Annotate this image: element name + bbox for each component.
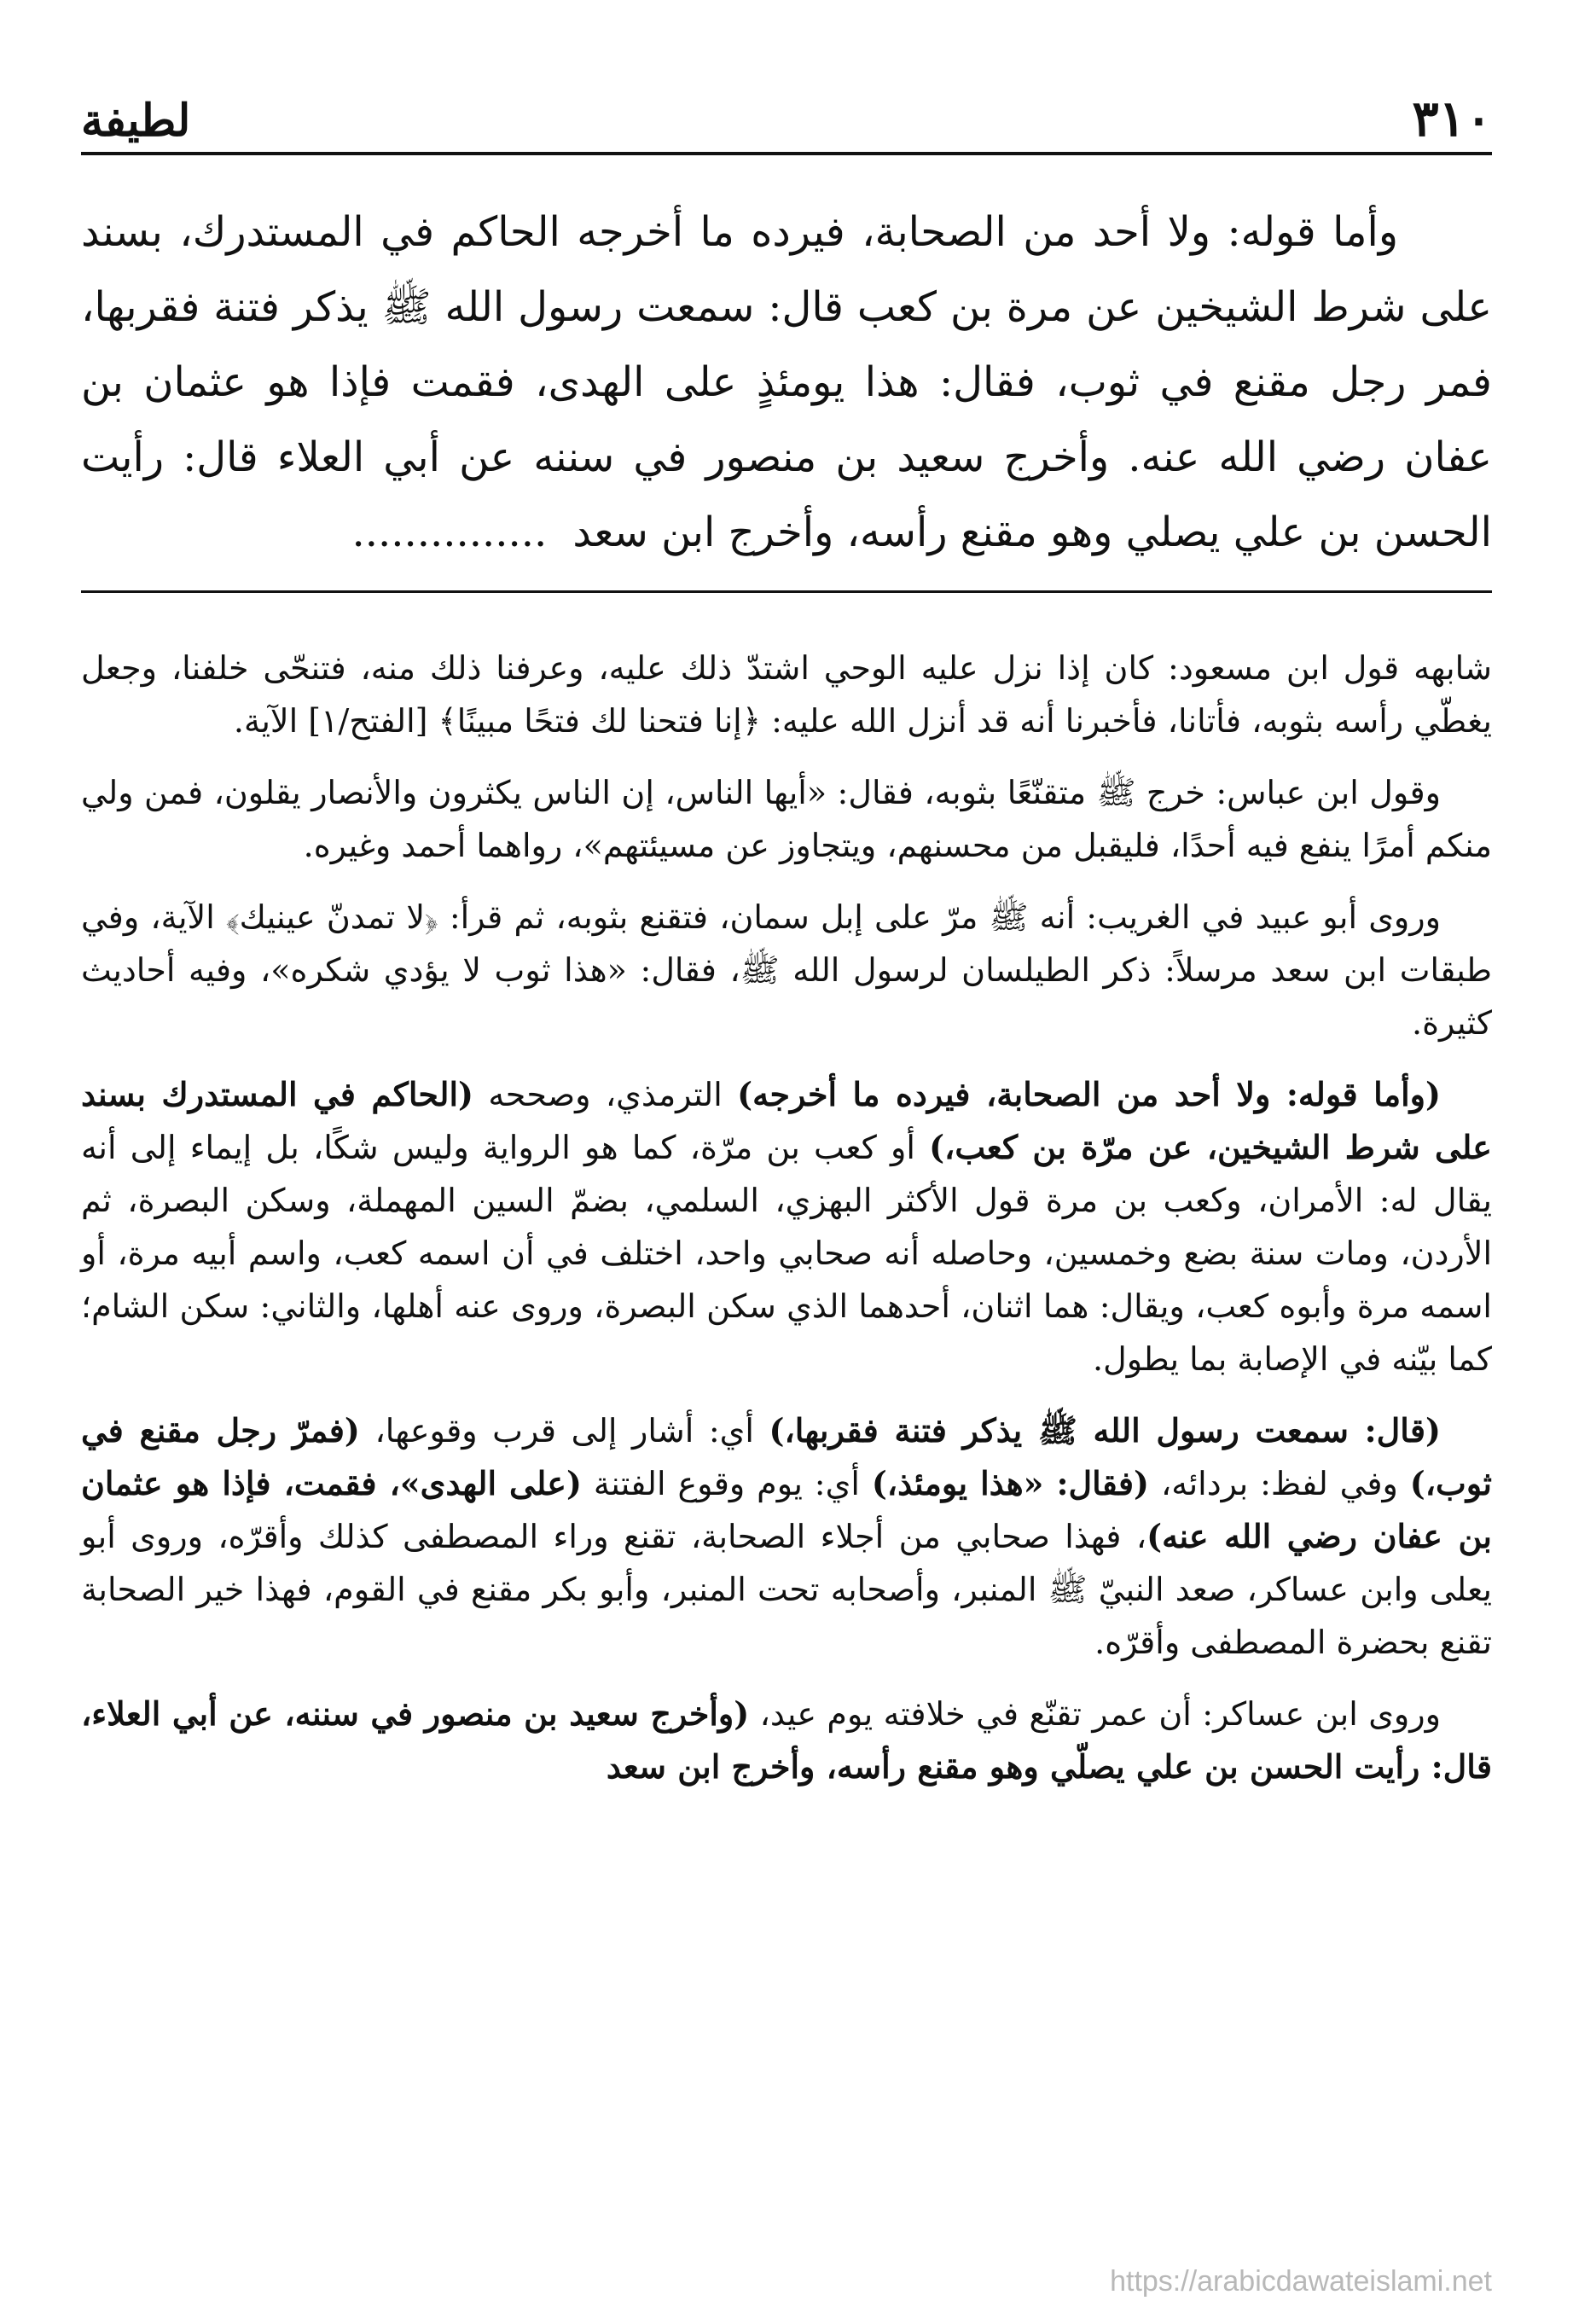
header-rule	[81, 152, 1492, 155]
commentary-paragraph-2: وقول ابن عباس: خرج ﷺ متقنّعًا بثوبه، فقال: «أيها الناس، إن الناس يكثرون والأنصار يقلون، فمن ولي منكم أمرًا ينفع فيه أحدًا، فليقبل من محسنهم، ويتجاوز عن مسيئتهم»، رواهما أحمد وغيره.	[81, 774, 1492, 864]
quoted-matn: (وأما قوله: ولا أحد من الصحابة، فيرده ما أخرجه)	[737, 1075, 1442, 1113]
source-watermark: https://arabicdawateislami.net	[1110, 2265, 1492, 2298]
quoted-matn: (الحاكم في المستدرك بسند على شرط الشيخين، عن مرّة بن كعب،)	[81, 1075, 1492, 1166]
ellipsis: ...............	[351, 508, 548, 556]
commentary-text: الترمذي، وصححه	[473, 1076, 738, 1113]
commentary-text: وروى ابن عساكر: أن عمر تقنّع في خلافته يوم عيد،	[749, 1695, 1441, 1733]
main-text-paragraph	[81, 195, 1492, 570]
commentary-text: ، فهذا صحابي من أجلاء الصحابة، تقنع وراء المصطفى كذلك وأقرّه، وروى أبو يعلى وابن عساكر، صعد النبيّ ﷺ المنبر، وأصحابه تحت المنبر، وأبو بكر مقنع في القوم، فهذا خير الصحابة تقنع بحضرة المصطفى وأقرّه.	[81, 1518, 1492, 1661]
quoted-matn: (على الهدى»، فقمت، فإذا هو عثمان بن عفان رضي الله عنه)	[81, 1464, 1492, 1555]
quoted-matn: (وأخرج سعيد بن منصور في سننه، عن أبي العلاء، قال: رأيت الحسن بن علي يصلّي وهو مقنع رأسه، وأخرج ابن سعد	[81, 1694, 1492, 1786]
page-number: ٣١٠	[1412, 90, 1492, 148]
main-text-block	[81, 195, 1492, 570]
separator-rule	[81, 590, 1492, 593]
commentary-text: أي: يوم وقوع الفتنة	[581, 1465, 872, 1502]
commentary-text: أي: أشار إلى قرب وقوعها،	[359, 1412, 769, 1450]
commentary-paragraph-3: وروى أبو عبيد في الغريب: أنه ﷺ مرّ على إبل سمان، فتقنع بثوبه، ثم قرأ: ﴿لا تمدنّ عينيك﴾ الآية، وفي طبقات ابن سعد مرسلاً: ذكر الطيلسان لرسول الله ﷺ، فقال: «هذا ثوب لا يؤدي شكره»، وفيه أحاديث كثيرة.	[81, 898, 1492, 1042]
quoted-matn: (قال: سمعت رسول الله ﷺ يذكر فتنة فقربها،)	[769, 1411, 1441, 1450]
quoted-matn: (فقال: «هذا يومئذ،)	[871, 1464, 1150, 1502]
commentary-text: وفي لفظ: بردائه،	[1149, 1465, 1410, 1502]
commentary-paragraph-5	[81, 1404, 1492, 1669]
commentary-paragraph-1: شابهه قول ابن مسعود: كان إذا نزل عليه الوحي اشتدّ ذلك عليه، وعرفنا ذلك منه، فتنحّى خلفنا، وجعل يغطّي رأسه بثوبه، فأتانا، فأخبرنا أنه قد أنزل الله عليه: ﴿إنا فتحنا لك فتحًا مبينًا﴾ [الفتح/١] الآية.	[81, 649, 1492, 740]
page-header	[81, 75, 1492, 148]
commentary-paragraph-6	[81, 1688, 1492, 1793]
quoted-matn: (فمرّ رجل مقنع في ثوب،)	[81, 1411, 1493, 1502]
running-title: لطيفة	[81, 95, 191, 147]
commentary-block	[81, 642, 1492, 1812]
main-text: وأما قوله: ولا أحد من الصحابة، فيرده ما أخرجه الحاكم في المستدرك، بسند على شرط الشيخين عن مرة بن كعب قال: سمعت رسول الله ﷺ يذكر فتنة فقربها، فمر رجل مقنع في ثوب، فقال: هذا يومئذٍ على الهدى، فقمت فإذا هو عثمان بن عفان رضي الله عنه. وأخرج سعيد بن منصور في سننه عن أبي العلاء قال: رأيت الحسن بن علي يصلي وهو مقنع رأسه، وأخرج ابن سعد	[81, 208, 1492, 556]
commentary-paragraph-4	[81, 1068, 1492, 1386]
commentary-text: أو كعب بن مرّة، كما هو الرواية وليس شكًا، بل إيماء إلى أنه يقال له: الأمران، وكعب بن مرة قول الأكثر البهزي، السلمي، بضمّ السين المهملة، وسكن البصرة، ثم الأردن، ومات سنة بضع وخمسين، وحاصله أنه صحابي واحد، اختلف في أن اسمه كعب، واسم أبيه مرة، أو اسمه مرة وأبوه كعب، ويقال: هما اثنان، أحدهما الذي سكن البصرة، وروى عنه أهلها، والثاني: سكن الشام؛ كما بيّنه في الإصابة بما يطول.	[81, 1129, 1492, 1378]
